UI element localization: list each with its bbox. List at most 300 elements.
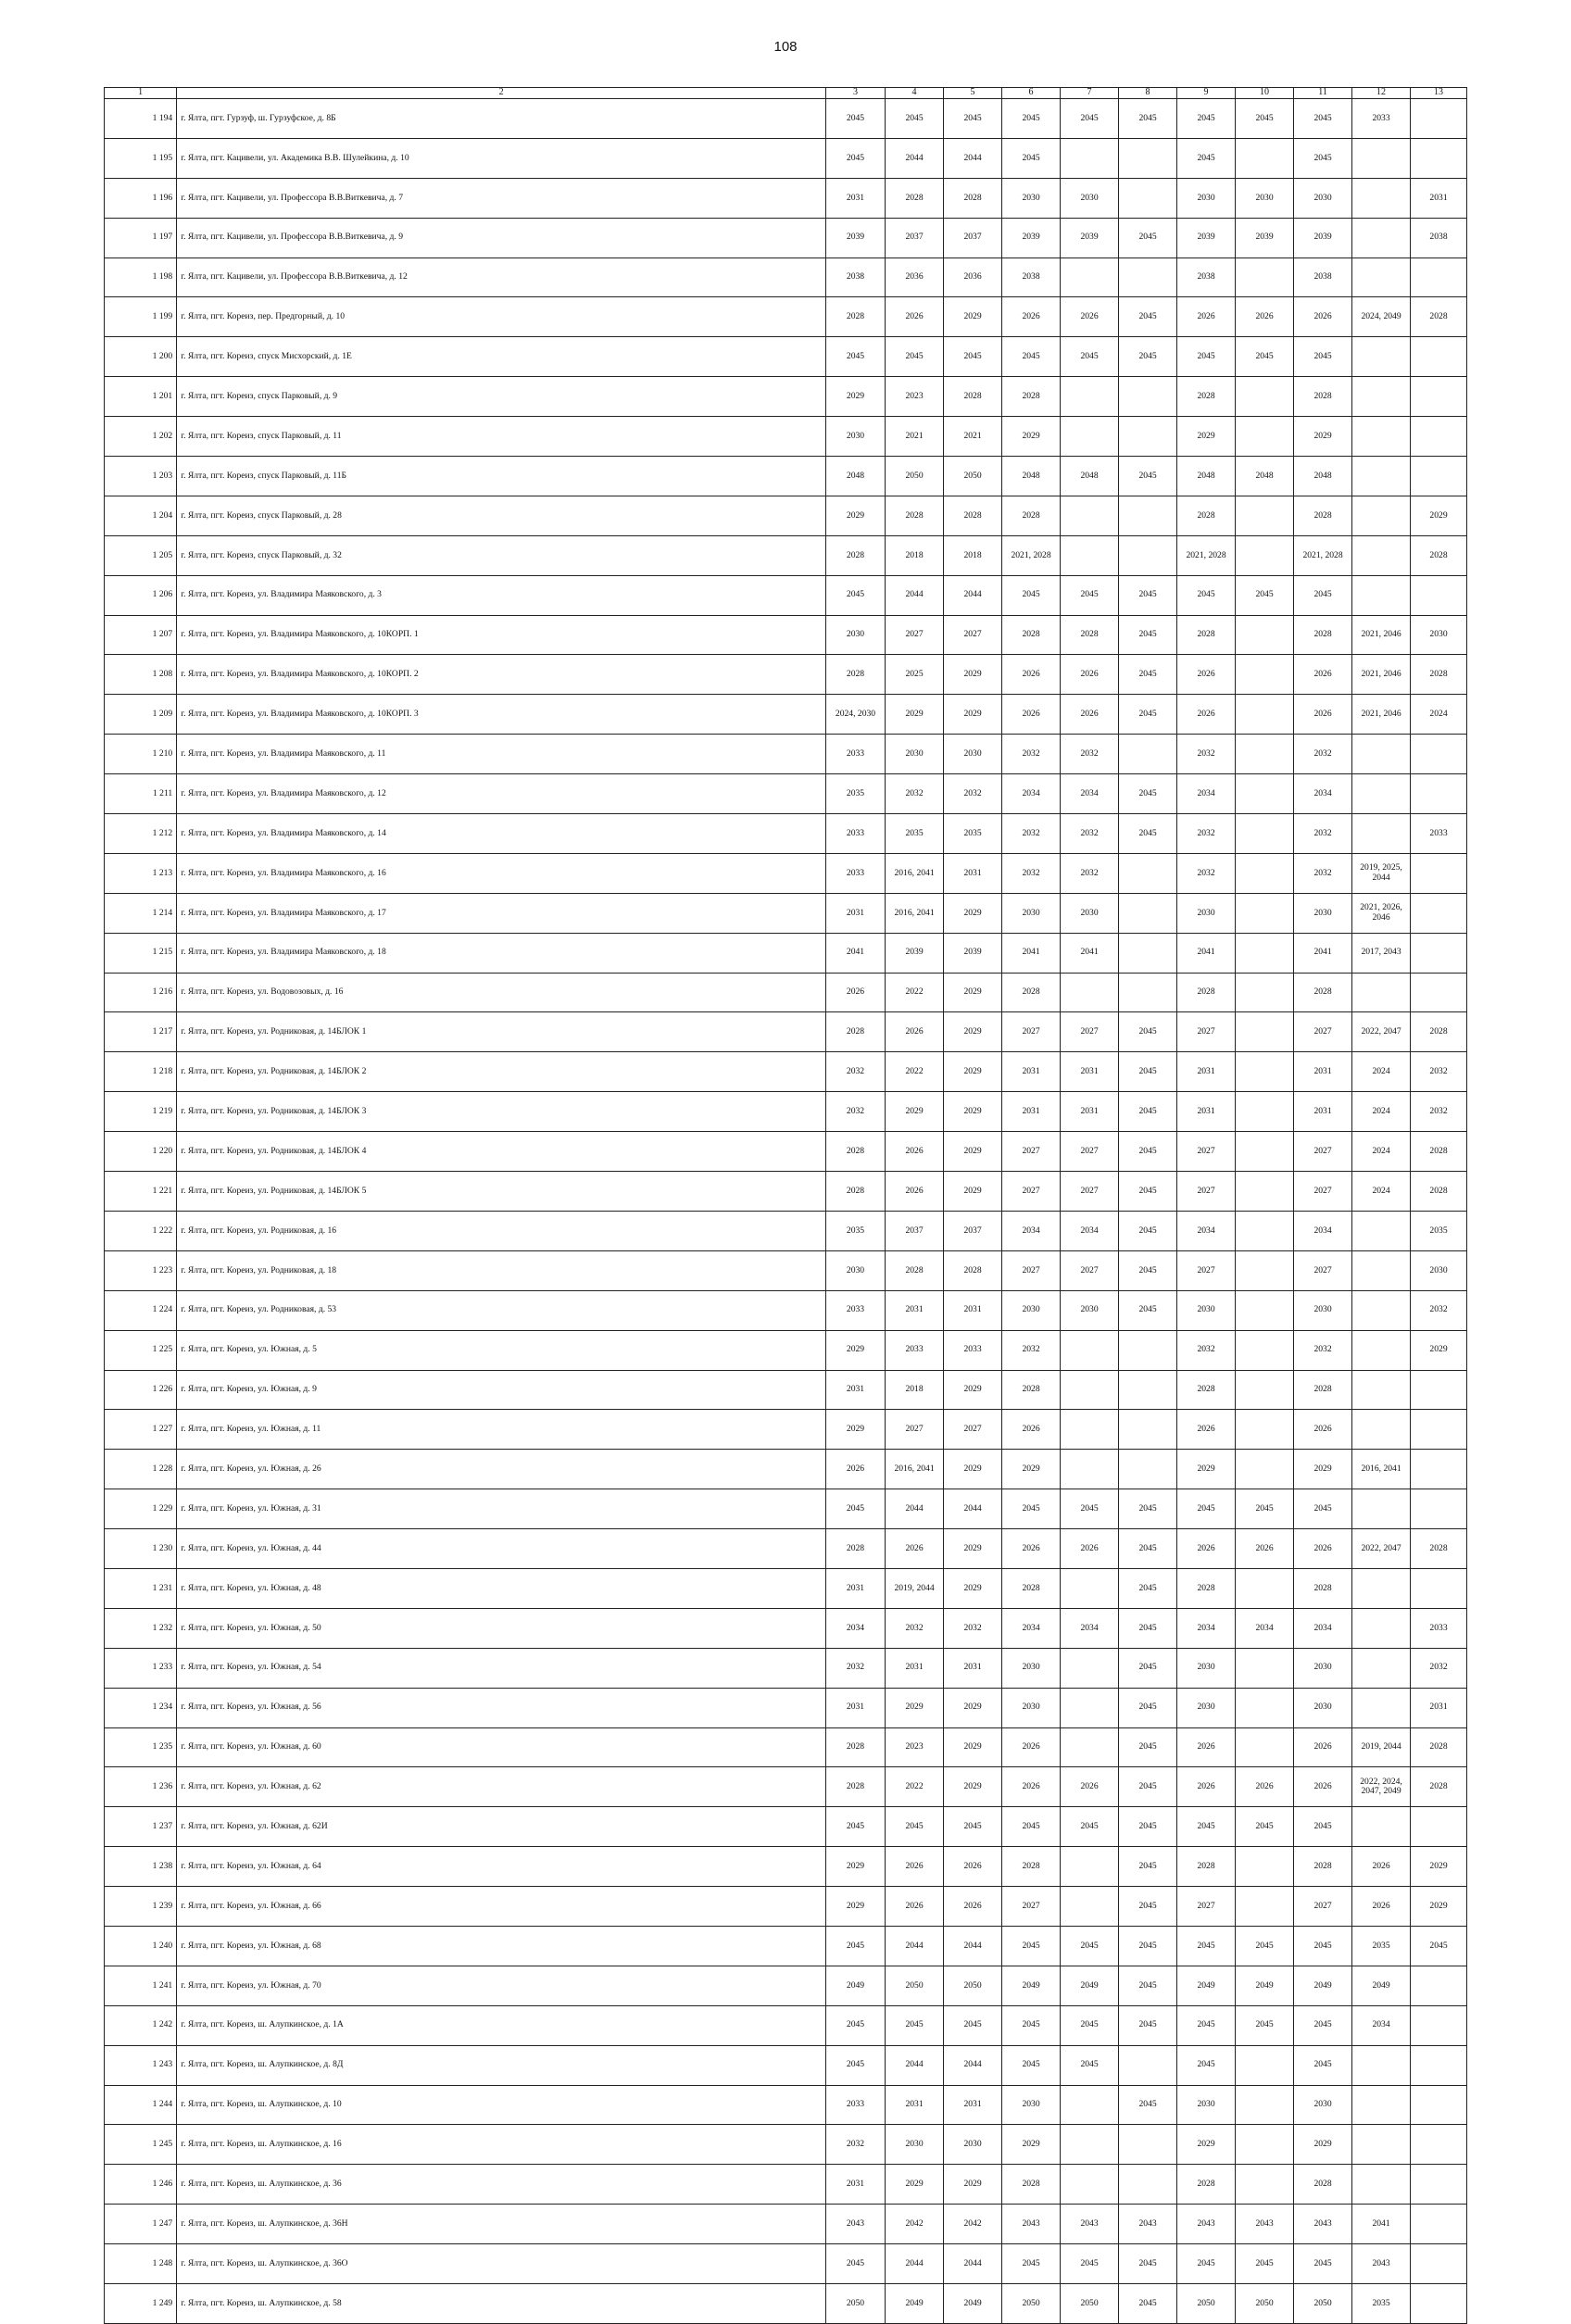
table-row	[105, 2205, 1467, 2244]
year-cell: 2039	[944, 933, 1002, 973]
year-cell	[1236, 417, 1294, 457]
year-cell: 2050	[1002, 2283, 1061, 2323]
year-cell: 2026	[1236, 297, 1294, 337]
table-row	[105, 1926, 1467, 1966]
year-cell: 2026	[1002, 1767, 1061, 1807]
year-cell: 2026	[1002, 1727, 1061, 1767]
year-cell	[1411, 1807, 1467, 1847]
year-cell: 2024	[1352, 1132, 1411, 1172]
year-cell	[1061, 417, 1119, 457]
year-cell: 2027	[1002, 1012, 1061, 1052]
year-cell: 2045	[1119, 2085, 1177, 2125]
year-cell: 2029	[944, 1172, 1002, 1212]
year-cell	[1236, 1450, 1294, 1489]
year-cell: 2031	[944, 2085, 1002, 2125]
year-cell: 2024	[1352, 1052, 1411, 1092]
address-cell: г. Ялта, пгт. Кореиз, ул. Владимира Маяковского, д. 11	[177, 735, 826, 774]
year-cell: 2045	[886, 99, 944, 139]
year-cell: 2045	[1119, 1847, 1177, 1887]
year-cell: 2026	[886, 1172, 944, 1212]
year-cell: 2045	[1294, 1807, 1352, 1847]
row-number: 1 210	[105, 735, 177, 774]
year-cell: 2026	[1002, 655, 1061, 695]
row-number: 1 223	[105, 1250, 177, 1290]
year-cell: 2045	[1119, 1132, 1177, 1172]
year-cell: 2028	[1411, 1172, 1467, 1212]
row-number: 1 243	[105, 2045, 177, 2085]
year-cell: 2045	[1119, 1211, 1177, 1250]
housing-registry-table	[104, 87, 1467, 2324]
year-cell: 2034	[1002, 1608, 1061, 1648]
row-number: 1 211	[105, 774, 177, 814]
year-cell: 2024, 2030	[825, 695, 885, 735]
year-cell	[1411, 933, 1467, 973]
address-cell: г. Ялта, пгт. Кореиз, ул. Родниковая, д. 14БЛОК 5	[177, 1172, 826, 1212]
year-cell: 2028	[825, 1132, 885, 1172]
year-cell: 2031	[944, 1290, 1002, 1330]
year-cell: 2022	[886, 1052, 944, 1092]
year-cell	[1119, 258, 1177, 297]
year-cell: 2045	[1119, 297, 1177, 337]
year-cell	[1061, 258, 1119, 297]
address-cell: г. Ялта, пгт. Кореиз, ул. Южная, д. 64	[177, 1847, 826, 1887]
year-cell: 2027	[886, 615, 944, 655]
year-cell: 2031	[886, 2085, 944, 2125]
year-cell: 2029	[1294, 2125, 1352, 2165]
year-cell	[1411, 2205, 1467, 2244]
year-cell: 2028	[1411, 1529, 1467, 1569]
table-row	[105, 695, 1467, 735]
year-cell	[1236, 615, 1294, 655]
year-cell: 2029	[944, 1727, 1002, 1767]
table-row	[105, 1410, 1467, 1450]
year-cell: 2035	[1352, 1926, 1411, 1966]
year-cell	[1061, 1688, 1119, 1727]
year-cell: 2031	[944, 853, 1002, 893]
year-cell	[1352, 1688, 1411, 1727]
address-cell: г. Ялта, пгт. Кореиз, ш. Алупкинское, д. 58	[177, 2283, 826, 2323]
year-cell: 2045	[1119, 1529, 1177, 1569]
year-cell: 2036	[944, 258, 1002, 297]
year-cell: 2034	[1002, 1211, 1061, 1250]
year-cell: 2028	[1177, 973, 1236, 1012]
year-cell: 2032	[1177, 814, 1236, 854]
year-cell	[1352, 535, 1411, 575]
year-cell: 2045	[1294, 575, 1352, 615]
row-number: 1 225	[105, 1330, 177, 1370]
row-number: 1 237	[105, 1807, 177, 1847]
year-cell: 2030	[1294, 1688, 1352, 1727]
year-cell: 2026	[944, 1847, 1002, 1887]
year-cell: 2045	[1119, 337, 1177, 377]
year-cell	[1119, 1450, 1177, 1489]
year-cell: 2050	[1177, 2283, 1236, 2323]
column-header: 8	[1119, 88, 1177, 99]
year-cell: 2026	[1002, 695, 1061, 735]
year-cell: 2045	[1294, 138, 1352, 178]
year-cell	[1119, 138, 1177, 178]
year-cell: 2049	[1352, 1966, 1411, 2005]
table-header-row	[105, 88, 1467, 99]
year-cell	[1236, 377, 1294, 417]
year-cell: 2029	[944, 973, 1002, 1012]
year-cell: 2043	[1002, 2205, 1061, 2244]
year-cell	[1236, 973, 1294, 1012]
year-cell: 2027	[1294, 1172, 1352, 1212]
row-number: 1 197	[105, 218, 177, 258]
year-cell	[1352, 258, 1411, 297]
table-row	[105, 2005, 1467, 2045]
year-cell: 2045	[1236, 1926, 1294, 1966]
row-number: 1 224	[105, 1290, 177, 1330]
address-cell: г. Ялта, пгт. Кореиз, ул. Владимира Маяковского, д. 14	[177, 814, 826, 854]
year-cell: 2032	[825, 1648, 885, 1688]
table-row	[105, 99, 1467, 139]
row-number: 1 230	[105, 1529, 177, 1569]
year-cell	[1236, 1290, 1294, 1330]
year-cell	[1352, 1608, 1411, 1648]
year-cell: 2022, 2047	[1352, 1529, 1411, 1569]
year-cell: 2024, 2049	[1352, 297, 1411, 337]
year-cell: 2027	[1294, 1132, 1352, 1172]
year-cell	[1236, 774, 1294, 814]
year-cell	[1352, 1330, 1411, 1370]
year-cell: 2028	[944, 1250, 1002, 1290]
year-cell: 2028	[1411, 655, 1467, 695]
year-cell	[1411, 853, 1467, 893]
year-cell: 2029	[944, 297, 1002, 337]
row-number: 1 218	[105, 1052, 177, 1092]
year-cell	[1236, 893, 1294, 933]
year-cell: 2045	[1002, 2045, 1061, 2085]
year-cell: 2041	[1352, 2205, 1411, 2244]
year-cell: 2029	[886, 1092, 944, 1132]
year-cell: 2045	[1411, 1926, 1467, 1966]
row-number: 1 239	[105, 1887, 177, 1927]
year-cell: 2043	[1294, 2205, 1352, 2244]
year-cell: 2050	[1061, 2283, 1119, 2323]
year-cell: 2027	[1061, 1172, 1119, 1212]
year-cell: 2030	[1061, 893, 1119, 933]
year-cell: 2032	[825, 1052, 885, 1092]
year-cell: 2028	[1002, 973, 1061, 1012]
year-cell: 2032	[1002, 1330, 1061, 1370]
year-cell	[1119, 2045, 1177, 2085]
row-number: 1 194	[105, 99, 177, 139]
year-cell: 2019, 2025, 2044	[1352, 853, 1411, 893]
address-cell: г. Ялта, пгт. Кореиз, ул. Южная, д. 60	[177, 1727, 826, 1767]
year-cell: 2039	[1177, 218, 1236, 258]
address-cell: г. Ялта, пгт. Кореиз, ш. Алупкинское, д. 36О	[177, 2244, 826, 2284]
row-number: 1 214	[105, 893, 177, 933]
year-cell: 2016, 2041	[886, 1450, 944, 1489]
year-cell: 2043	[825, 2205, 885, 2244]
year-cell: 2031	[1002, 1092, 1061, 1132]
year-cell: 2045	[1236, 337, 1294, 377]
year-cell: 2030	[886, 735, 944, 774]
year-cell: 2048	[1294, 457, 1352, 496]
table-row	[105, 1052, 1467, 1092]
year-cell: 2026	[1177, 1727, 1236, 1767]
year-cell	[1352, 1410, 1411, 1450]
row-number: 1 220	[105, 1132, 177, 1172]
year-cell: 2049	[886, 2283, 944, 2323]
year-cell: 2023	[886, 377, 944, 417]
year-cell	[1236, 933, 1294, 973]
year-cell	[1411, 2244, 1467, 2284]
table-row	[105, 1172, 1467, 1212]
table-row	[105, 2244, 1467, 2284]
address-cell: г. Ялта, пгт. Кореиз, ш. Алупкинское, д. 36Н	[177, 2205, 826, 2244]
year-cell: 2026	[825, 973, 885, 1012]
year-cell: 2032	[1294, 853, 1352, 893]
year-cell	[1411, 2045, 1467, 2085]
year-cell: 2039	[1002, 218, 1061, 258]
address-cell: г. Ялта, пгт. Кореиз, ул. Южная, д. 50	[177, 1608, 826, 1648]
year-cell	[1236, 1688, 1294, 1727]
year-cell: 2045	[1119, 695, 1177, 735]
row-number: 1 235	[105, 1727, 177, 1767]
year-cell	[1411, 735, 1467, 774]
year-cell	[1352, 814, 1411, 854]
year-cell: 2028	[825, 1012, 885, 1052]
year-cell: 2045	[1119, 2244, 1177, 2284]
year-cell: 2016, 2041	[886, 893, 944, 933]
year-cell	[1411, 1489, 1467, 1529]
year-cell: 2045	[1061, 2244, 1119, 2284]
year-cell: 2033	[825, 853, 885, 893]
year-cell: 2035	[825, 774, 885, 814]
year-cell	[1061, 1648, 1119, 1688]
year-cell: 2045	[1119, 1012, 1177, 1052]
year-cell: 2028	[825, 535, 885, 575]
year-cell: 2032	[1002, 814, 1061, 854]
column-header: 4	[886, 88, 944, 99]
year-cell: 2030	[1294, 893, 1352, 933]
year-cell: 2023	[886, 1727, 944, 1767]
year-cell: 2022	[886, 973, 944, 1012]
year-cell: 2030	[1294, 1648, 1352, 1688]
year-cell	[1061, 1370, 1119, 1410]
year-cell: 2045	[825, 138, 885, 178]
year-cell: 2027	[1294, 1250, 1352, 1290]
table-row	[105, 615, 1467, 655]
year-cell: 2026	[1294, 655, 1352, 695]
year-cell: 2016, 2041	[886, 853, 944, 893]
table-row	[105, 258, 1467, 297]
address-cell: г. Ялта, пгт. Кореиз, ул. Южная, д. 62	[177, 1767, 826, 1807]
year-cell: 2045	[944, 2005, 1002, 2045]
year-cell: 2045	[1119, 1926, 1177, 1966]
year-cell	[1411, 337, 1467, 377]
year-cell: 2038	[1294, 258, 1352, 297]
year-cell: 2050	[886, 457, 944, 496]
table-row	[105, 2283, 1467, 2323]
address-cell: г. Ялта, пгт. Кореиз, спуск Парковый, д. 11	[177, 417, 826, 457]
year-cell	[1411, 1410, 1467, 1450]
year-cell: 2030	[1411, 615, 1467, 655]
year-cell: 2044	[944, 1926, 1002, 1966]
year-cell: 2045	[1119, 1807, 1177, 1847]
row-number: 1 209	[105, 695, 177, 735]
year-cell: 2049	[1236, 1966, 1294, 2005]
year-cell: 2030	[1411, 1250, 1467, 1290]
year-cell: 2033	[825, 814, 885, 854]
year-cell: 2031	[1061, 1052, 1119, 1092]
year-cell: 2026	[825, 1450, 885, 1489]
year-cell: 2037	[886, 218, 944, 258]
table-row	[105, 2045, 1467, 2085]
year-cell: 2028	[1177, 2165, 1236, 2205]
year-cell: 2044	[886, 2045, 944, 2085]
year-cell: 2026	[1002, 1529, 1061, 1569]
year-cell: 2034	[1002, 774, 1061, 814]
year-cell	[1352, 774, 1411, 814]
year-cell: 2029	[944, 1568, 1002, 1608]
table-row	[105, 735, 1467, 774]
year-cell	[1119, 1370, 1177, 1410]
year-cell: 2028	[1002, 2165, 1061, 2205]
year-cell	[1061, 1410, 1119, 1450]
year-cell: 2021	[944, 417, 1002, 457]
row-number: 1 198	[105, 258, 177, 297]
year-cell: 2045	[1002, 138, 1061, 178]
year-cell: 2048	[1177, 457, 1236, 496]
year-cell	[1411, 2165, 1467, 2205]
address-cell: г. Ялта, пгт. Кореиз, ул. Родниковая, д. 14БЛОК 3	[177, 1092, 826, 1132]
year-cell: 2030	[1294, 2085, 1352, 2125]
table-row	[105, 1489, 1467, 1529]
year-cell: 2043	[1352, 2244, 1411, 2284]
year-cell: 2028	[1411, 535, 1467, 575]
year-cell: 2045	[1119, 2283, 1177, 2323]
year-cell: 2033	[825, 1290, 885, 1330]
row-number: 1 213	[105, 853, 177, 893]
year-cell: 2049	[1294, 1966, 1352, 2005]
year-cell: 2027	[1002, 1132, 1061, 1172]
year-cell: 2035	[825, 1211, 885, 1250]
year-cell	[1119, 1330, 1177, 1370]
year-cell: 2050	[886, 1966, 944, 2005]
table-row	[105, 496, 1467, 535]
year-cell: 2026	[1061, 695, 1119, 735]
year-cell: 2031	[825, 1568, 885, 1608]
year-cell: 2030	[825, 1250, 885, 1290]
year-cell	[1352, 2125, 1411, 2165]
year-cell: 2039	[1294, 218, 1352, 258]
year-cell	[1352, 575, 1411, 615]
year-cell: 2045	[1119, 1966, 1177, 2005]
year-cell: 2045	[1119, 1172, 1177, 1212]
year-cell: 2044	[886, 138, 944, 178]
year-cell: 2028	[1177, 496, 1236, 535]
year-cell: 2045	[1002, 1489, 1061, 1529]
year-cell	[1352, 417, 1411, 457]
year-cell: 2030	[944, 2125, 1002, 2165]
address-cell: г. Ялта, пгт. Кореиз, ул. Владимира Маяковского, д. 12	[177, 774, 826, 814]
year-cell: 2045	[825, 575, 885, 615]
year-cell	[1119, 178, 1177, 218]
year-cell	[1236, 1887, 1294, 1927]
year-cell: 2044	[886, 1926, 944, 1966]
year-cell: 2028	[1411, 297, 1467, 337]
year-cell	[1352, 218, 1411, 258]
year-cell: 2032	[1177, 853, 1236, 893]
year-cell: 2035	[1411, 1211, 1467, 1250]
year-cell: 2027	[1177, 1172, 1236, 1212]
year-cell	[1119, 893, 1177, 933]
year-cell: 2035	[886, 814, 944, 854]
year-cell: 2022	[886, 1767, 944, 1807]
year-cell: 2031	[1177, 1052, 1236, 1092]
column-header: 9	[1177, 88, 1236, 99]
address-cell: г. Ялта, пгт. Кореиз, ул. Родниковая, д. 14БЛОК 1	[177, 1012, 826, 1052]
year-cell: 2050	[1294, 2283, 1352, 2323]
year-cell: 2030	[1002, 1688, 1061, 1727]
year-cell	[1236, 735, 1294, 774]
year-cell: 2045	[1119, 1568, 1177, 1608]
address-cell: г. Ялта, пгт. Кореиз, ул. Владимира Маяковского, д. 10КОРП. 1	[177, 615, 826, 655]
year-cell: 2032	[1411, 1052, 1467, 1092]
year-cell: 2033	[886, 1330, 944, 1370]
year-cell: 2042	[944, 2205, 1002, 2244]
year-cell: 2030	[1002, 893, 1061, 933]
column-header: 11	[1294, 88, 1352, 99]
year-cell	[1411, 2005, 1467, 2045]
table-row	[105, 1012, 1467, 1052]
year-cell	[1061, 973, 1119, 1012]
year-cell: 2029	[886, 2165, 944, 2205]
year-cell: 2029	[944, 1767, 1002, 1807]
address-cell: г. Ялта, пгт. Кореиз, ул. Родниковая, д. 14БЛОК 4	[177, 1132, 826, 1172]
year-cell: 2045	[1294, 337, 1352, 377]
year-cell: 2029	[1411, 1847, 1467, 1887]
year-cell: 2030	[886, 2125, 944, 2165]
year-cell: 2026	[886, 1847, 944, 1887]
year-cell: 2027	[1002, 1250, 1061, 1290]
address-cell: г. Ялта, пгт. Кореиз, ш. Алупкинское, д. 36	[177, 2165, 826, 2205]
year-cell: 2045	[1177, 138, 1236, 178]
year-cell: 2045	[1061, 2005, 1119, 2045]
year-cell: 2021, 2046	[1352, 615, 1411, 655]
year-cell: 2030	[944, 735, 1002, 774]
year-cell: 2045	[1002, 99, 1061, 139]
year-cell: 2029	[1411, 1887, 1467, 1927]
year-cell: 2036	[886, 258, 944, 297]
year-cell: 2027	[1294, 1012, 1352, 1052]
address-cell: г. Ялта, пгт. Кацивели, ул. Профессора В.В.Виткевича, д. 7	[177, 178, 826, 218]
year-cell: 2045	[1119, 1489, 1177, 1529]
row-number: 1 221	[105, 1172, 177, 1212]
column-header: 3	[825, 88, 885, 99]
year-cell	[1352, 1489, 1411, 1529]
year-cell: 2029	[825, 377, 885, 417]
year-cell	[1119, 933, 1177, 973]
table-row	[105, 1092, 1467, 1132]
address-cell: г. Ялта, пгт. Кореиз, ул. Южная, д. 68	[177, 1926, 826, 1966]
year-cell	[1061, 1568, 1119, 1608]
year-cell: 2032	[1002, 853, 1061, 893]
year-cell: 2038	[1002, 258, 1061, 297]
year-cell: 2028	[825, 1767, 885, 1807]
column-header: 5	[944, 88, 1002, 99]
year-cell	[1061, 535, 1119, 575]
year-cell: 2026	[1294, 1767, 1352, 1807]
year-cell: 2033	[1411, 1608, 1467, 1648]
table-row	[105, 337, 1467, 377]
year-cell: 2031	[886, 1290, 944, 1330]
year-cell	[1411, 258, 1467, 297]
